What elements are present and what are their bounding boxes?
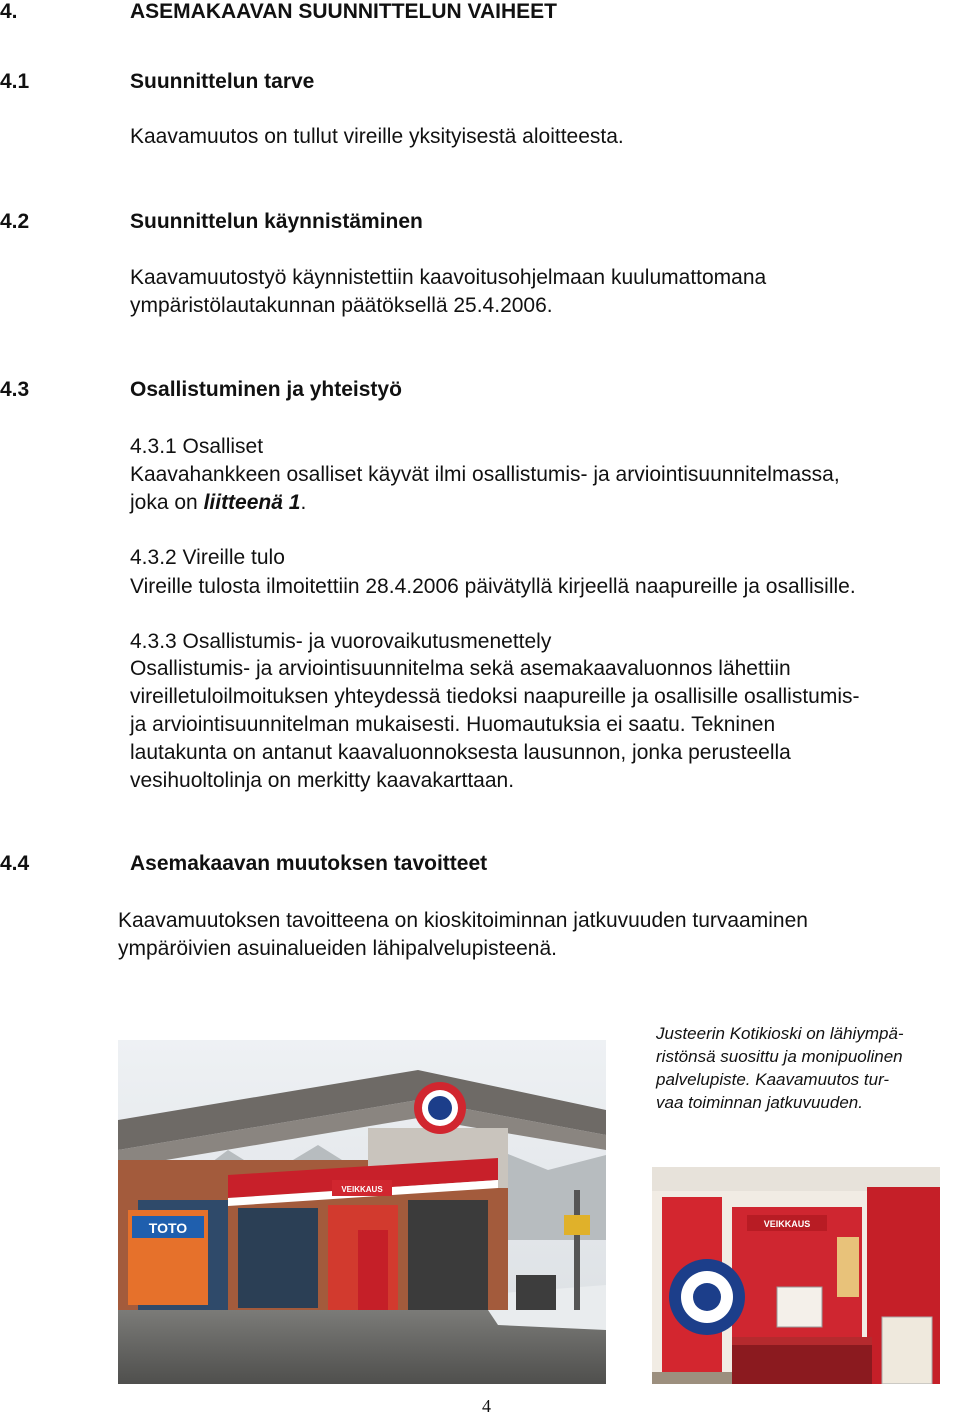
section-4-3-2-title: 4.3.2 Vireille tulo (130, 546, 285, 569)
section-4-3-number: 4.3 (0, 378, 30, 401)
section-4-2-title: Suunnittelun käynnistäminen (130, 210, 423, 233)
section-4-2-text-line: Kaavamuutostyö käynnistettiin kaavoitusohjelmaan kuulumattomana (130, 266, 767, 289)
text-run: . (300, 491, 307, 514)
veikkaus-interior-sign: VEIKKAUS (763, 1219, 811, 1229)
section-4-2-number: 4.2 (0, 210, 30, 233)
photo-caption-line: Justeerin Kotikioski on lähiympä- (656, 1024, 904, 1043)
section-4-4-title: Asemakaavan muutoksen tavoitteet (130, 852, 488, 875)
page-number: 4 (482, 1396, 491, 1416)
text-run: joka on (130, 491, 204, 514)
section-4-1-number: 4.1 (0, 70, 30, 93)
photo-caption-line: ristönsä suosittu ja monipuolinen (656, 1047, 903, 1066)
toto-sign-text: TOTO (148, 1220, 188, 1236)
photo-caption-line: vaa toiminnan jatkuvuuden. (656, 1093, 863, 1112)
section-4-3-1-text-line (130, 489, 306, 517)
section-4-3-3-text-line: vireilletuloilmoituksen yhteydessä tiedoksi naapureille ja osallisille osallistumis- (130, 685, 860, 708)
section-4-title: ASEMAKAAVAN SUUNNITTELUN VAIHEET (130, 0, 558, 23)
section-4-3-3-text-line: lautakunta on antanut kaavaluonnoksesta lausunnon, jonka perusteella (130, 741, 791, 764)
section-4-3-1-text-line: Kaavahankkeen osalliset käyvät ilmi osallistumis- ja arviointisuunnitelmassa, (130, 463, 840, 486)
veikkaus-sign-text: VEIKKAUS (341, 1185, 383, 1194)
section-4-number: 4. (0, 0, 18, 23)
section-4-3-2-text: Vireille tulosta ilmoitettiin 28.4.2006 päivätyllä kirjeellä naapureille ja osallisille. (130, 575, 856, 598)
section-4-4-number: 4.4 (0, 852, 30, 875)
section-4-1-title: Suunnittelun tarve (130, 70, 315, 93)
section-4-4-text-line: Kaavamuutoksen tavoitteena on kioskitoiminnan jatkuvuuden turvaaminen (118, 909, 808, 932)
section-4-3-3-text-line: ja arviointisuunnitelman mukaisesti. Huomautuksia ei saatu. Tekninen (130, 713, 776, 736)
section-4-4-text-line: ympäröivien asuinalueiden lähipalvelupisteenä. (118, 937, 557, 960)
section-4-3-1-title: 4.3.1 Osalliset (130, 435, 264, 458)
attachment-reference: liitteenä 1 (203, 491, 301, 514)
section-4-2-text-line: ympäristölautakunnan päätöksellä 25.4.2006. (130, 294, 553, 317)
section-4-3-3-text-line: vesihuoltolinja on merkitty kaavakarttaan. (130, 769, 515, 792)
section-4-3-3-title: 4.3.3 Osallistumis- ja vuorovaikutusmenettely (130, 630, 552, 653)
kiosk-interior-photo (652, 1167, 940, 1384)
section-4-3-title: Osallistuminen ja yhteistyö (130, 378, 402, 401)
photo-caption-line: palvelupiste. Kaavamuutos tur- (656, 1070, 890, 1089)
section-4-1-text: Kaavamuutos on tullut vireille yksityisestä aloitteesta. (130, 125, 624, 148)
kiosk-exterior-photo (118, 1040, 606, 1384)
section-4-3-3-text-line: Osallistumis- ja arviointisuunnitelma sekä asemakaavaluonnos lähettiin (130, 657, 791, 680)
